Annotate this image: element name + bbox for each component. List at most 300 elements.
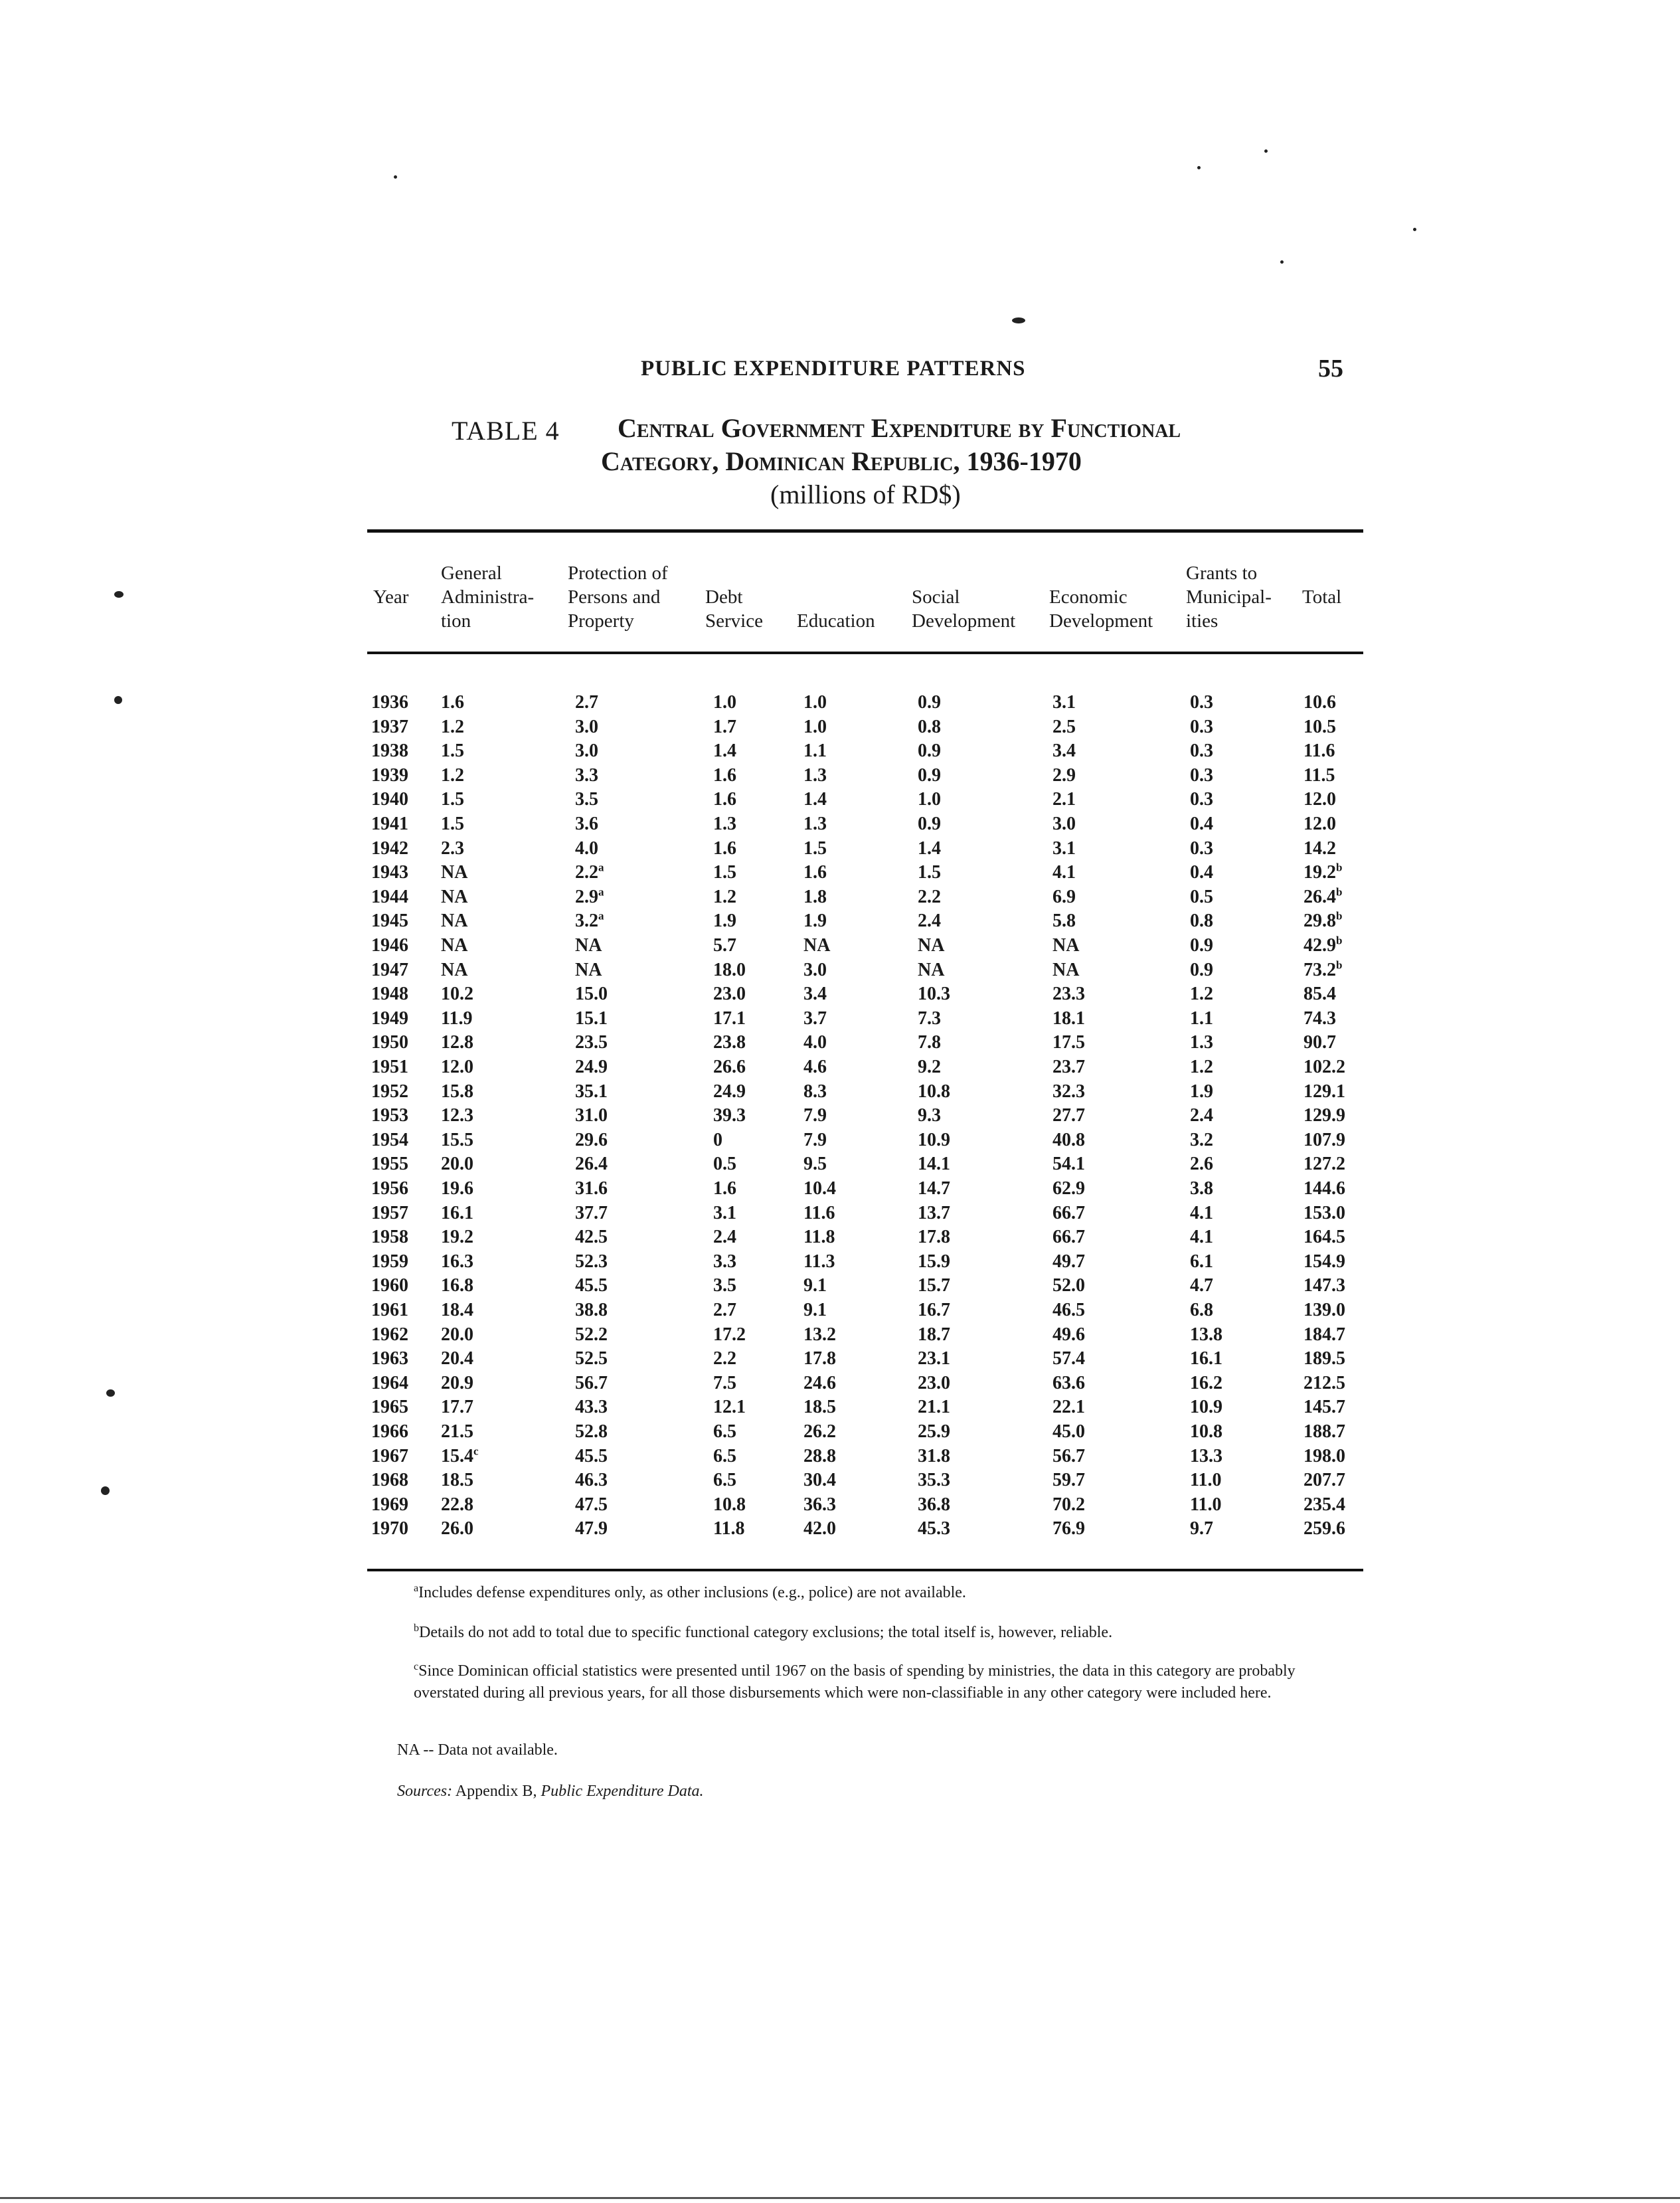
cell-debt: 0 (713, 1129, 722, 1150)
cell-edu: 17.8 (803, 1348, 836, 1369)
table-row (0, 1494, 1680, 1518)
cell-debt: 23.0 (713, 984, 746, 1005)
col-header-protection: Protection of Persons and Property (568, 563, 668, 632)
footnote-a-text: Includes defense expenditures only, as other inclusions (e.g., police) are not available. (418, 1584, 966, 1601)
cell-total: 164.5 (1303, 1227, 1345, 1248)
cell-grants: 13.8 (1190, 1324, 1222, 1345)
cell-soc: 25.9 (918, 1421, 950, 1442)
cell-grants: 1.9 (1190, 1081, 1213, 1102)
cell-eco: 59.7 (1052, 1470, 1085, 1491)
cell-debt: 18.0 (713, 959, 746, 980)
cell-edu: 42.0 (803, 1518, 836, 1540)
cell-total: 102.2 (1303, 1057, 1345, 1077)
cell-eco: 2.1 (1052, 789, 1076, 810)
cell-soc: 23.0 (918, 1372, 950, 1393)
table-row (0, 741, 1680, 764)
cell-prot: 35.1 (575, 1081, 608, 1102)
cell-prot-footnote-mark: a (598, 885, 604, 899)
cell-edu: 28.8 (803, 1445, 836, 1466)
cell-year: 1944 (371, 886, 408, 907)
cell-edu: 36.3 (803, 1494, 836, 1515)
cell-soc: 35.3 (918, 1470, 950, 1491)
cell-eco: 63.6 (1052, 1372, 1085, 1393)
sources-lead: Sources: (397, 1783, 453, 1800)
cell-grants: 6.1 (1190, 1251, 1213, 1272)
cell-debt: 1.6 (713, 837, 736, 859)
cell-soc: 10.9 (918, 1129, 950, 1150)
cell-grants: 0.9 (1190, 959, 1213, 980)
scan-speck (1264, 149, 1268, 153)
cell-eco: 17.5 (1052, 1032, 1085, 1053)
cell-debt: 6.5 (713, 1445, 736, 1466)
cell-debt: 26.6 (713, 1057, 746, 1077)
cell-grants: 0.8 (1190, 911, 1213, 932)
table-row (0, 862, 1680, 886)
table-row (0, 692, 1680, 716)
cell-eco: 40.8 (1052, 1129, 1085, 1150)
table-label: TABLE 4 (452, 416, 560, 446)
cell-debt: 2.2 (713, 1348, 736, 1369)
cell-total: 127.2 (1303, 1154, 1345, 1175)
cell-edu: 24.6 (803, 1372, 836, 1393)
cell-total: 10.6 (1303, 692, 1336, 713)
table-row (0, 1518, 1680, 1542)
table-header-rule (367, 652, 1363, 654)
cell-total: 154.9 (1303, 1251, 1345, 1272)
table-row (0, 1008, 1680, 1032)
cell-edu: 3.0 (803, 959, 827, 980)
cell-prot: NA (575, 935, 602, 956)
cell-prot: 56.7 (575, 1372, 608, 1393)
footnote-c (414, 1660, 1357, 1704)
cell-prot: 2.7 (575, 692, 598, 713)
cell-total: 12.0 (1303, 814, 1336, 834)
cell-soc: 0.9 (918, 692, 941, 713)
cell-year: 1938 (371, 741, 408, 762)
cell-ga: NA (441, 862, 468, 883)
cell-soc: 1.4 (918, 837, 941, 859)
cell-eco: 57.4 (1052, 1348, 1085, 1369)
cell-total: 189.5 (1303, 1348, 1345, 1369)
cell-eco: 5.8 (1052, 911, 1076, 932)
cell-soc: 10.3 (918, 984, 950, 1005)
cell-debt: 6.5 (713, 1470, 736, 1491)
cell-edu: 1.8 (803, 886, 827, 907)
cell-prot: 3.6 (575, 814, 598, 834)
cell-grants: 10.9 (1190, 1397, 1222, 1418)
cell-total: 188.7 (1303, 1421, 1345, 1442)
cell-year: 1951 (371, 1057, 408, 1077)
cell-grants: 6.8 (1190, 1300, 1213, 1320)
cell-edu: 1.3 (803, 764, 827, 786)
table-row (0, 1130, 1680, 1154)
cell-ga: 16.8 (441, 1275, 473, 1296)
cell-total-footnote-mark: b (1336, 910, 1343, 923)
cell-prot: 42.5 (575, 1227, 608, 1248)
cell-soc: 2.4 (918, 911, 941, 932)
cell-eco: 18.1 (1052, 1008, 1085, 1029)
cell-eco: 54.1 (1052, 1154, 1085, 1175)
cell-edu: 9.1 (803, 1300, 827, 1320)
cell-eco: NA (1052, 935, 1080, 956)
cell-total: 11.6 (1303, 741, 1335, 762)
table-row (0, 911, 1680, 934)
cell-ga: 16.3 (441, 1251, 473, 1272)
cell-edu: 8.3 (803, 1081, 827, 1102)
cell-edu: 1.5 (803, 837, 827, 859)
table-title-line-3: (millions of RD$) (770, 480, 961, 509)
table-title (601, 412, 1338, 511)
cell-eco: 22.1 (1052, 1397, 1085, 1418)
table-row (0, 1275, 1680, 1299)
cell-total: 184.7 (1303, 1324, 1345, 1345)
cell-prot: 23.5 (575, 1032, 608, 1053)
cell-eco: 70.2 (1052, 1494, 1085, 1515)
cell-soc: 15.7 (918, 1275, 950, 1296)
cell-debt: 2.4 (713, 1227, 736, 1248)
table-row (0, 935, 1680, 959)
cell-prot: 15.1 (575, 1008, 608, 1029)
cell-prot: 3.0 (575, 741, 598, 762)
cell-grants: 0.3 (1190, 716, 1213, 737)
cell-edu: 18.5 (803, 1397, 836, 1418)
cell-prot (575, 911, 604, 932)
cell-total-footnote-mark: b (1336, 934, 1343, 947)
cell-year: 1968 (371, 1470, 408, 1491)
cell-edu: 13.2 (803, 1324, 836, 1345)
cell-soc: 10.8 (918, 1081, 950, 1102)
cell-edu: 3.7 (803, 1008, 827, 1029)
cell-eco: 49.7 (1052, 1251, 1085, 1272)
cell-prot: 47.9 (575, 1518, 608, 1540)
cell-soc: 0.9 (918, 764, 941, 786)
table-title-line-1: Central Government Expenditure by Functional (618, 413, 1181, 443)
cell-total: 144.6 (1303, 1178, 1345, 1199)
cell-total-value: 73.2 (1303, 959, 1336, 980)
cell-soc: 15.9 (918, 1251, 950, 1272)
cell-ga: 12.8 (441, 1032, 473, 1053)
cell-edu: 26.2 (803, 1421, 836, 1442)
cell-ga: 19.2 (441, 1227, 473, 1248)
cell-grants: 1.2 (1190, 1057, 1213, 1077)
col-header-general-administration: General Administra- tion (441, 563, 535, 632)
cell-ga: 1.5 (441, 789, 464, 810)
cell-grants: 0.4 (1190, 814, 1213, 834)
cell-year: 1969 (371, 1494, 408, 1515)
cell-edu: 11.3 (803, 1251, 835, 1272)
scan-speck (1197, 166, 1201, 169)
cell-total: 10.5 (1303, 716, 1336, 737)
cell-edu: 3.4 (803, 984, 827, 1005)
cell-soc: 36.8 (918, 1494, 950, 1515)
cell-edu: 11.8 (803, 1227, 835, 1248)
table-row (0, 1057, 1680, 1081)
sources-note (397, 1783, 704, 1801)
cell-eco: 3.1 (1052, 692, 1076, 713)
cell-debt: 1.7 (713, 716, 736, 737)
cell-grants: 0.3 (1190, 764, 1213, 786)
cell-total-footnote-mark: b (1336, 885, 1343, 899)
cell-prot-footnote-mark: a (598, 910, 604, 923)
table-row (0, 717, 1680, 741)
scan-speck (394, 175, 397, 179)
cell-debt: 12.1 (713, 1397, 746, 1418)
cell-grants: 1.2 (1190, 984, 1213, 1005)
cell-grants: 16.2 (1190, 1372, 1222, 1393)
cell-debt: 5.7 (713, 935, 736, 956)
cell-debt: 3.1 (713, 1202, 736, 1223)
table-row (0, 1251, 1680, 1275)
cell-ga: 17.7 (441, 1397, 473, 1418)
footnote-a (414, 1582, 1357, 1604)
cell-debt: 11.8 (713, 1518, 745, 1540)
cell-prot: 3.3 (575, 764, 598, 786)
table-row (0, 1300, 1680, 1324)
cell-year: 1937 (371, 716, 408, 737)
col-header-economic-development: Economic Development (1049, 586, 1153, 632)
cell-prot: 37.7 (575, 1202, 608, 1223)
cell-debt: 3.3 (713, 1251, 736, 1272)
cell-eco: 45.0 (1052, 1421, 1085, 1442)
cell-edu: 4.6 (803, 1057, 827, 1077)
cell-ga: 1.6 (441, 692, 464, 713)
cell-ga: NA (441, 886, 468, 907)
cell-eco: 66.7 (1052, 1227, 1085, 1248)
cell-debt: 1.3 (713, 814, 736, 834)
cell-year: 1957 (371, 1202, 408, 1223)
table-row (0, 960, 1680, 984)
table-row (0, 1446, 1680, 1470)
cell-total: 259.6 (1303, 1518, 1345, 1540)
cell-grants: 4.7 (1190, 1275, 1213, 1296)
cell-eco: 46.5 (1052, 1300, 1085, 1320)
cell-ga: 12.0 (441, 1057, 473, 1077)
cell-debt: 1.6 (713, 764, 736, 786)
cell-debt: 23.8 (713, 1032, 746, 1053)
cell-year: 1955 (371, 1154, 408, 1175)
page-number: 55 (1318, 355, 1343, 383)
cell-debt: 1.5 (713, 862, 736, 883)
table-row (0, 1105, 1680, 1129)
table-row (0, 1348, 1680, 1372)
cell-prot: 4.0 (575, 837, 598, 859)
cell-year: 1970 (371, 1518, 408, 1540)
cell-ga: 20.9 (441, 1372, 473, 1393)
cell-year: 1965 (371, 1397, 408, 1418)
cell-soc: 9.2 (918, 1057, 941, 1077)
cell-total: 74.3 (1303, 1008, 1336, 1029)
cell-year: 1942 (371, 837, 408, 859)
cell-ga: 19.6 (441, 1178, 473, 1199)
cell-total: 145.7 (1303, 1397, 1345, 1418)
cell-eco: 3.4 (1052, 741, 1076, 762)
table-row (0, 1154, 1680, 1178)
cell-ga-footnote-mark: c (473, 1445, 479, 1458)
cell-grants: 0.3 (1190, 692, 1213, 713)
cell-grants: 2.6 (1190, 1154, 1213, 1175)
cell-soc: 21.1 (918, 1397, 950, 1418)
cell-grants: 2.4 (1190, 1105, 1213, 1126)
cell-debt: 24.9 (713, 1081, 746, 1102)
cell-prot: 47.5 (575, 1494, 608, 1515)
cell-grants: 0.9 (1190, 935, 1213, 956)
cell-eco: 66.7 (1052, 1202, 1085, 1223)
cell-edu: 30.4 (803, 1470, 836, 1491)
cell-edu: 1.6 (803, 862, 827, 883)
cell-year: 1966 (371, 1421, 408, 1442)
cell-grants: 0.3 (1190, 789, 1213, 810)
cell-year: 1945 (371, 911, 408, 932)
cell-total-footnote-mark: b (1336, 958, 1343, 972)
footnote-c-mark: c (414, 1661, 419, 1672)
cell-year: 1947 (371, 959, 408, 980)
cell-grants: 10.8 (1190, 1421, 1222, 1442)
scan-speck (114, 591, 124, 598)
table-title-line-2: Category, Dominican Republic, 1936-1970 (601, 446, 1082, 476)
cell-debt: 1.4 (713, 741, 736, 762)
cell-ga: 1.5 (441, 814, 464, 834)
cell-ga: 18.5 (441, 1470, 473, 1491)
scan-speck (1413, 228, 1416, 231)
cell-grants: 4.1 (1190, 1227, 1213, 1248)
cell-prot: 3.0 (575, 716, 598, 737)
table-row (0, 789, 1680, 813)
cell-ga: 1.2 (441, 716, 464, 737)
table-bottom-rule (367, 1569, 1363, 1571)
cell-ga: 18.4 (441, 1300, 473, 1320)
cell-year: 1959 (371, 1251, 408, 1272)
cell-soc: 7.8 (918, 1032, 941, 1053)
cell-prot-value: 3.2 (575, 911, 598, 932)
cell-soc: 0.9 (918, 741, 941, 762)
cell-edu: 10.4 (803, 1178, 836, 1199)
table-row (0, 1227, 1680, 1251)
cell-soc: 14.1 (918, 1154, 950, 1175)
cell-grants: 11.0 (1190, 1494, 1222, 1515)
cell-total: 139.0 (1303, 1300, 1345, 1320)
cell-edu: 1.3 (803, 814, 827, 834)
sources-text: Appendix B, (455, 1783, 537, 1800)
cell-total: 14.2 (1303, 837, 1336, 859)
cell-eco: 32.3 (1052, 1081, 1085, 1102)
cell-prot: 52.3 (575, 1251, 608, 1272)
cell-edu: 11.6 (803, 1202, 835, 1223)
cell-eco: 23.7 (1052, 1057, 1085, 1077)
cell-total (1303, 935, 1342, 956)
cell-soc: 0.9 (918, 814, 941, 834)
cell-soc: 1.0 (918, 789, 941, 810)
cell-prot: 26.4 (575, 1154, 608, 1175)
cell-total: 129.9 (1303, 1105, 1345, 1126)
cell-eco: 62.9 (1052, 1178, 1085, 1199)
cell-debt: 0.5 (713, 1154, 736, 1175)
col-header-debt-service: Debt Service (705, 586, 763, 632)
cell-grants: 13.3 (1190, 1445, 1222, 1466)
cell-prot: 52.5 (575, 1348, 608, 1369)
cell-year: 1960 (371, 1275, 408, 1296)
cell-eco: 23.3 (1052, 984, 1085, 1005)
cell-debt: 2.7 (713, 1300, 736, 1320)
footnote-c-text: Since Dominican official statistics were presented until 1967 on the basis of spending by ministries, the data in this category are probably overstated during all previous years, for all those disbursements which were non-classifiable in any other category were included here. (414, 1662, 1296, 1702)
cell-ga: 26.0 (441, 1518, 473, 1540)
cell-total: 12.0 (1303, 789, 1336, 810)
cell-prot: 52.2 (575, 1324, 608, 1345)
table-row (0, 984, 1680, 1008)
cell-eco: 6.9 (1052, 886, 1076, 907)
cell-ga: 11.9 (441, 1008, 473, 1029)
cell-debt: 1.9 (713, 911, 736, 932)
cell-year: 1956 (371, 1178, 408, 1199)
cell-grants: 0.3 (1190, 837, 1213, 859)
cell-soc: 9.3 (918, 1105, 941, 1126)
col-header-social-development: Social Development (912, 586, 1016, 632)
cell-ga: NA (441, 959, 468, 980)
cell-year: 1958 (371, 1227, 408, 1248)
col-header-total: Total (1302, 586, 1342, 608)
cell-debt: 6.5 (713, 1421, 736, 1442)
cell-grants: 0.5 (1190, 886, 1213, 907)
cell-soc: 17.8 (918, 1227, 950, 1248)
cell-prot: 3.5 (575, 789, 598, 810)
cell-prot-value: 2.9 (575, 886, 598, 907)
cell-eco: 2.9 (1052, 764, 1076, 786)
cell-ga: 22.8 (441, 1494, 473, 1515)
running-head: PUBLIC EXPENDITURE PATTERNS (641, 357, 1026, 381)
table-row (0, 1081, 1680, 1105)
cell-total (1303, 911, 1342, 932)
cell-soc: NA (918, 959, 945, 980)
cell-ga: 1.5 (441, 741, 464, 762)
cell-eco: 3.1 (1052, 837, 1076, 859)
cell-year: 1939 (371, 764, 408, 786)
cell-year: 1946 (371, 935, 408, 956)
table-row (0, 765, 1680, 789)
cell-eco: 2.5 (1052, 716, 1076, 737)
cell-year: 1936 (371, 692, 408, 713)
cell-edu: 1.0 (803, 692, 827, 713)
table-row (0, 887, 1680, 911)
cell-debt: 39.3 (713, 1105, 746, 1126)
cell-grants: 9.7 (1190, 1518, 1213, 1540)
cell-total: 153.0 (1303, 1202, 1345, 1223)
cell-debt: 1.0 (713, 692, 736, 713)
cell-ga (441, 1446, 479, 1467)
cell-ga-value: 15.4 (441, 1445, 473, 1466)
cell-eco: 27.7 (1052, 1105, 1085, 1126)
cell-year: 1950 (371, 1032, 408, 1053)
cell-eco: 49.6 (1052, 1324, 1085, 1345)
cell-total (1303, 887, 1342, 908)
table-row (0, 1470, 1680, 1494)
cell-grants: 0.4 (1190, 862, 1213, 883)
cell-total-value: 19.2 (1303, 862, 1336, 883)
cell-total: 147.3 (1303, 1275, 1345, 1296)
cell-eco: 52.0 (1052, 1275, 1085, 1296)
cell-total-value: 26.4 (1303, 886, 1336, 907)
footnote-a-mark: a (414, 1583, 419, 1594)
cell-year: 1953 (371, 1105, 408, 1126)
scan-speck (101, 1486, 110, 1495)
cell-prot-footnote-mark: a (598, 861, 604, 874)
cell-total (1303, 862, 1342, 883)
cell-ga: 20.0 (441, 1324, 473, 1345)
scan-edge-line (0, 2197, 1680, 2199)
cell-year: 1963 (371, 1348, 408, 1369)
cell-eco: 4.1 (1052, 862, 1076, 883)
cell-total: 129.1 (1303, 1081, 1345, 1102)
cell-grants: 1.1 (1190, 1008, 1213, 1029)
cell-total: 90.7 (1303, 1032, 1336, 1053)
